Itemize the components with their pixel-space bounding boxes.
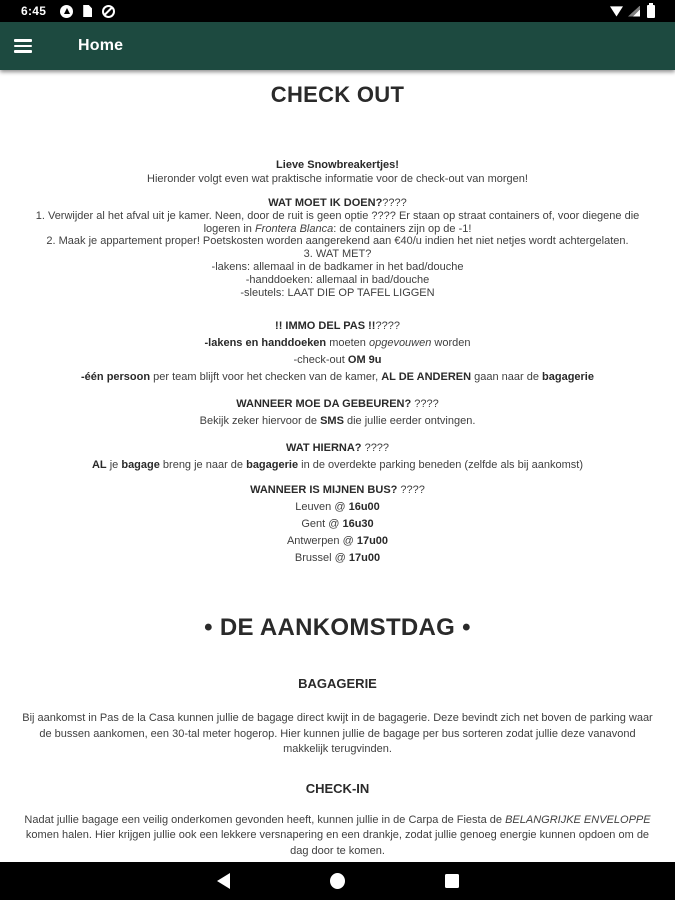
- back-button[interactable]: [204, 862, 244, 900]
- what-next-section: WAT HIERNA? ???? AL je bagage breng je naar de bagagerie in de overdekte parking beneden (zelfde als bij aankomst): [91, 442, 584, 472]
- back-icon: [217, 873, 230, 889]
- wifi-icon: [610, 6, 623, 17]
- recents-button[interactable]: [432, 862, 472, 900]
- status-bar-right: [610, 5, 655, 18]
- what-to-do-section: WAT MOET IK DOEN????? 1. Verwijder al het afval uit je kamer. Neen, door de ruit is geen optie ???? Er staan op straat containers of, voor diegene die logeren in Frontera Blanca: de containers zijn op de -1! 2. Maak je appartement proper! Poetskosten worden aangerekend aan €40/u indien het niet netjes wordt achtergelaten. 3. WAT MET? -lakens: allemaal in de badkamer in het bad/douche -handdoeken: allemaal in bad/douche -sleutels: LAAT DIE OP TAFEL LIGGEN: [35, 197, 640, 299]
- app-bar: [0, 22, 675, 70]
- check-in-paragraph: Nadat jullie bagage een veilig onderkomen gevonden heeft, kunnen jullie in de Carpa de Fiesta de BELANGRIJKE ENVELOPPE komen halen. Hier krijgen jullie ook een lekkere versnapering en een drankje, zodat jullie genoeg energie kunnen opdoen om de dag door te komen.: [24, 813, 651, 857]
- intro-paragraph: Lieve Snowbreakertjes! Hieronder volgt even wat praktische informatie voor de check-out van morgen!: [147, 159, 528, 185]
- home-button[interactable]: [318, 862, 358, 900]
- navigation-bar: [0, 862, 675, 900]
- home-icon: [330, 873, 345, 889]
- immo-del-pas-section: !! IMMO DEL PAS !!???? -lakens en handdoeken moeten opgevouwen worden -check-out OM 9u -één persoon per team blijft voor het checken van de kamer, AL DE ANDEREN gaan naar de bagagerie: [81, 320, 594, 384]
- bus-schedule-section: WANNEER IS MIJNEN BUS? ???? Leuven @ 16u00 Gent @ 16u30 Antwerpen @ 17u00 Brussel @ 17u00: [250, 484, 425, 565]
- page-title: CHECK OUT: [270, 82, 405, 107]
- clock: 6:45: [21, 4, 47, 18]
- battery-icon: [647, 5, 655, 18]
- bagagerie-paragraph: Bij aankomst in Pas de la Casa kunnen jullie de bagage direct kwijt in de bagagerie. Deze bevindt zich net boven de parking waar de bussen aankomen, een 30-tal meter hogerop. Hier kunnen jullie de bagage per bus sorteren zodat jullie deze vanavond makkelijk terugvinden.: [22, 712, 653, 756]
- app-bar-title: Home: [78, 37, 124, 54]
- content-scroll-area[interactable]: [0, 70, 675, 862]
- check-in-heading: CHECK-IN: [305, 780, 370, 796]
- hamburger-icon: [14, 39, 32, 53]
- status-bar: [0, 0, 675, 22]
- app-notification-icon: [60, 5, 73, 18]
- file-notification-icon: [83, 5, 92, 17]
- cell-signal-icon: [628, 6, 640, 17]
- arrival-day-title: • DE AANKOMSTDAG •: [204, 614, 471, 642]
- bagagerie-heading: BAGAGERIE: [298, 676, 377, 692]
- status-bar-left: [21, 4, 115, 18]
- do-not-disturb-icon: [102, 5, 115, 18]
- notification-icons: [60, 5, 115, 18]
- when-section: WANNEER MOE DA GEBEUREN? ???? Bekijk zeker hiervoor de SMS die jullie eerder ontvingen.: [199, 398, 476, 428]
- menu-button[interactable]: [14, 30, 46, 62]
- recents-icon: [445, 874, 459, 888]
